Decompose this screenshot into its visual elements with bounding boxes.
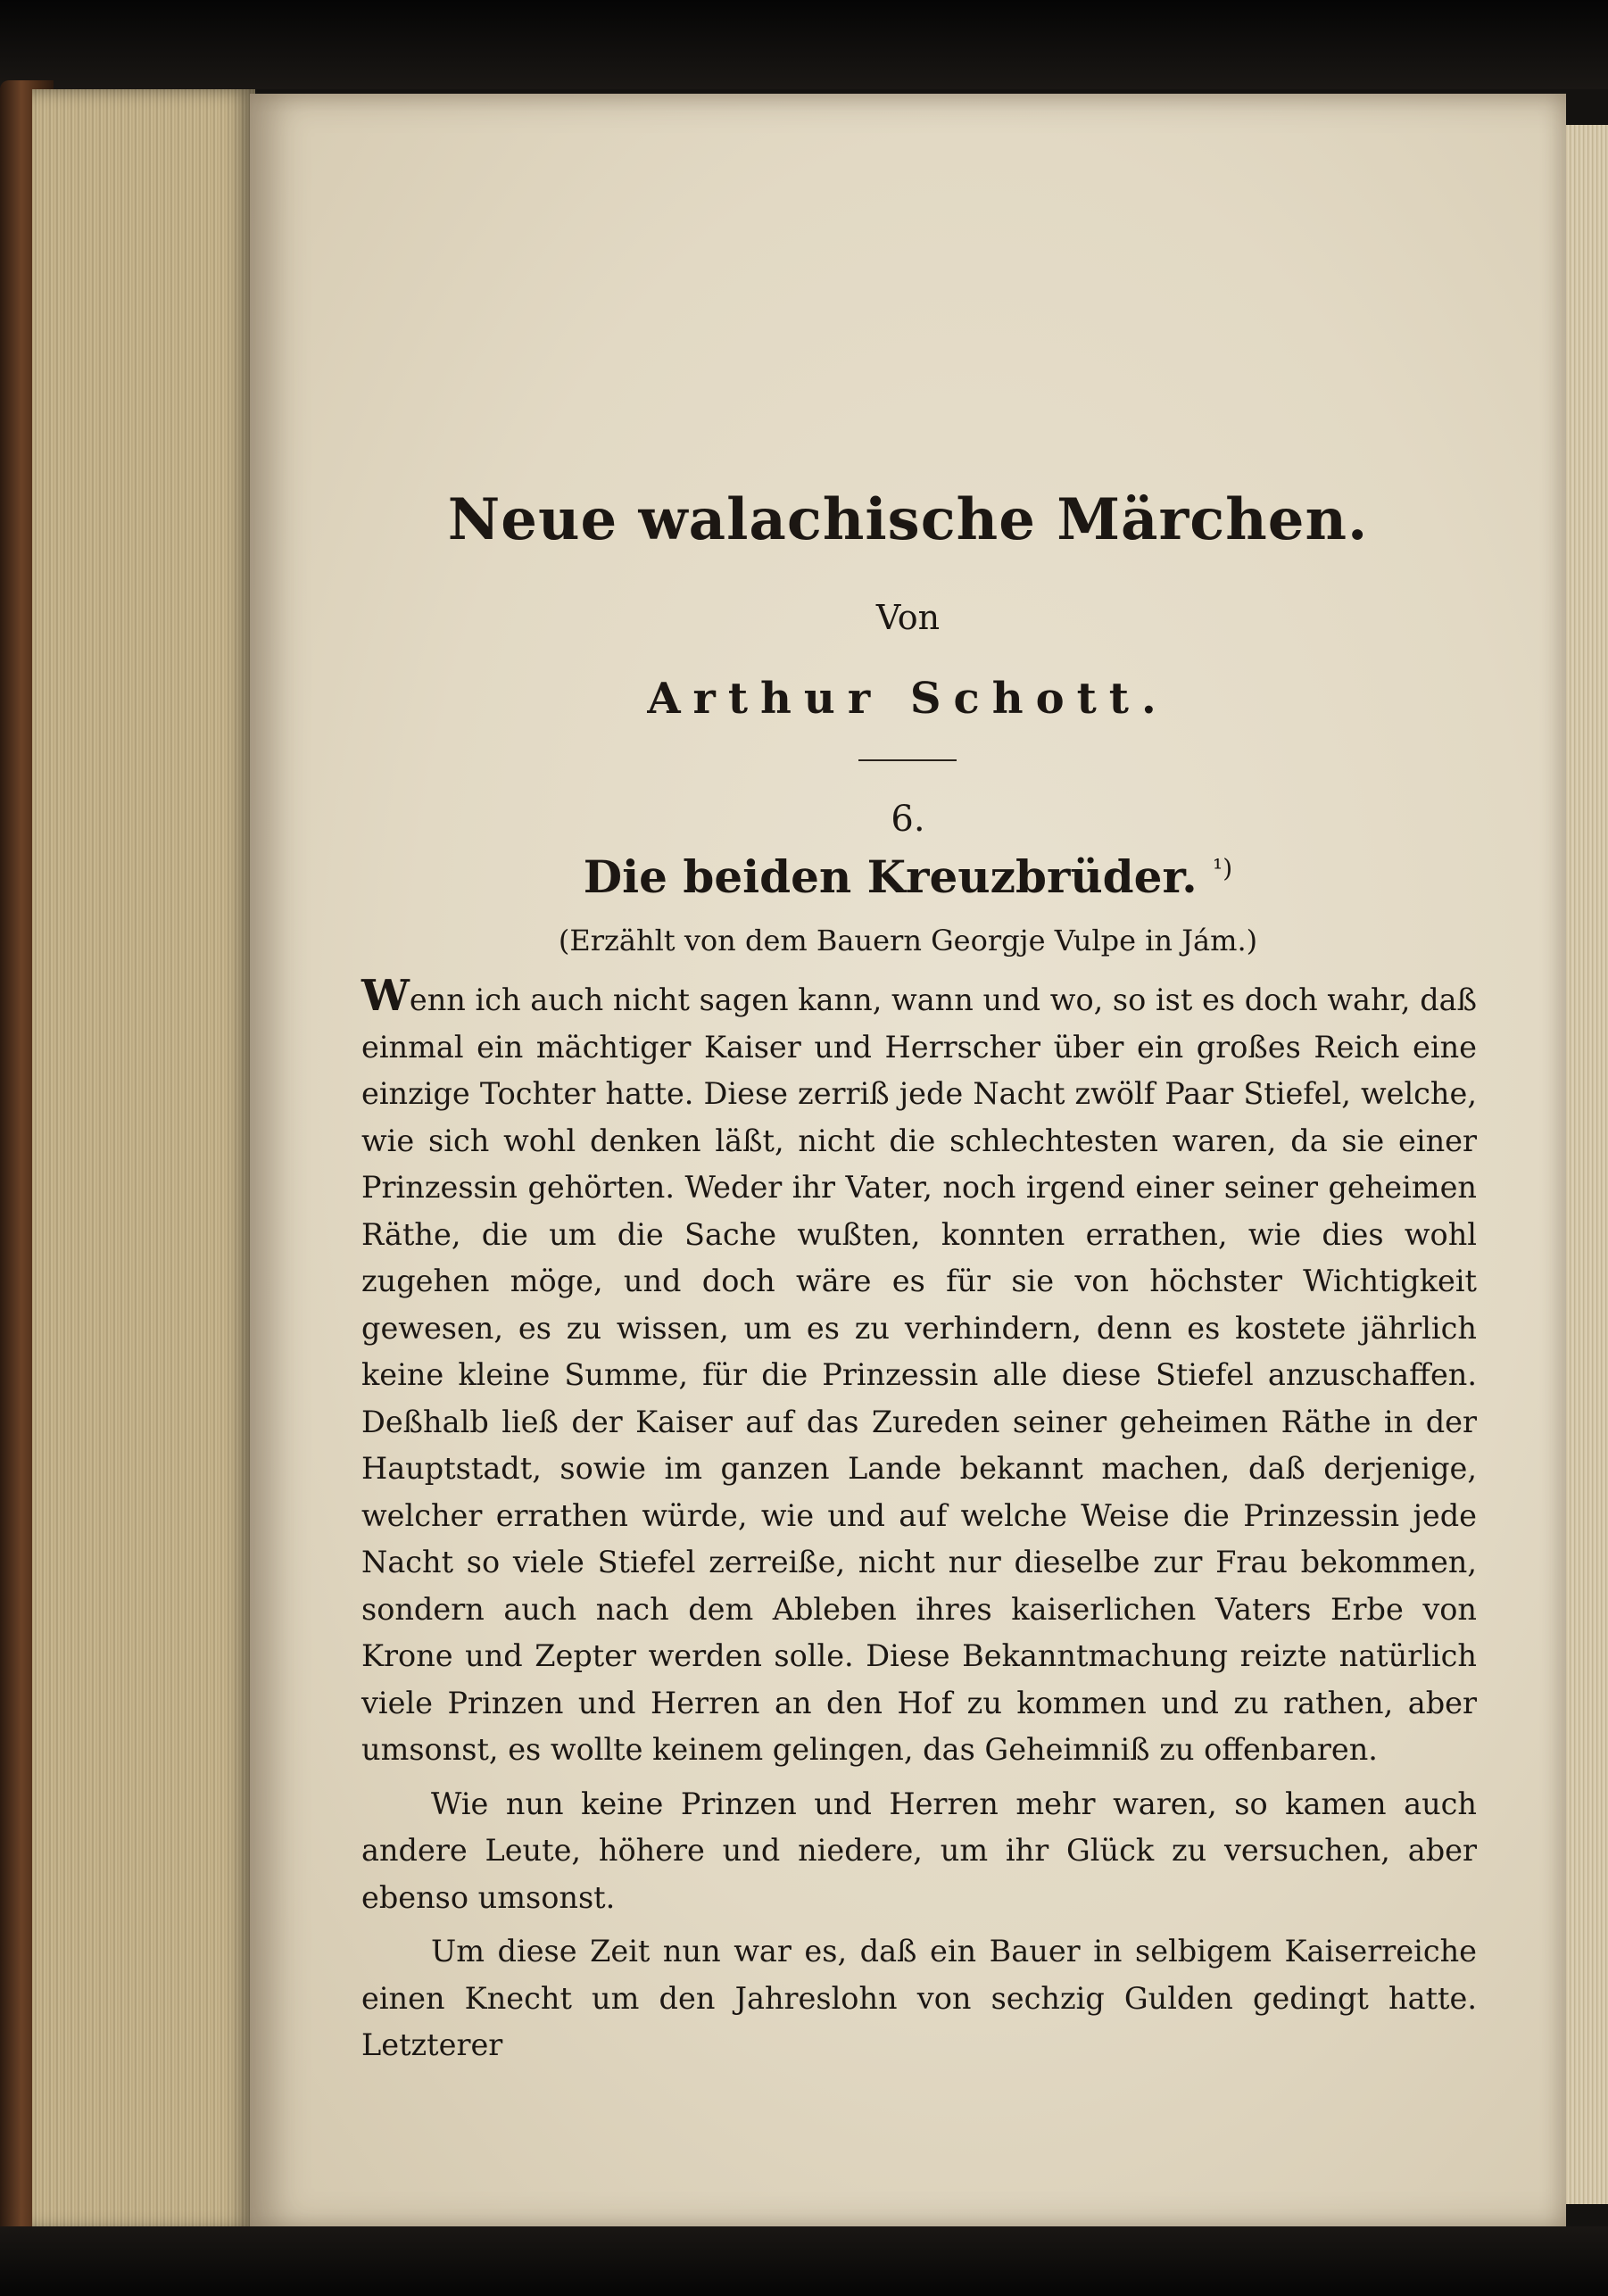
byline: Von [875, 598, 941, 637]
paragraph-3: Um diese Zeit nun war es, daß ein Bauer in selbigem Kaiserreiche einen Knecht um den Jahreslohn von sechzig Gulden gedingt hatte. Letzterer [361, 1934, 1477, 2062]
divider-rule [858, 759, 957, 761]
story-title [250, 850, 1566, 903]
author-name: Arthur Schott. [647, 674, 1169, 724]
page-text [250, 94, 1566, 2231]
drop-cap: W [361, 971, 410, 1021]
right-page-edge [1566, 125, 1608, 2204]
paragraph-1 [361, 973, 1477, 1774]
story-title-text: Die beiden Kreuzbrüder. [583, 850, 1198, 903]
background-top [0, 0, 1608, 89]
story-subtitle: (Erzählt von dem Bauern Georgje Vulpe in Jám.) [558, 924, 1258, 957]
page-stack-edge [32, 89, 255, 2231]
background-bottom [0, 2226, 1608, 2296]
paragraph-1-text: enn ich auch nicht sagen kann, wann und wo, so ist es doch wahr, daß einmal ein mächtiger Kaiser und Herrscher über ein großes Reich eine einzige Tochter hatte. Diese zerriß jede Nacht zwölf Paar Stiefel, welche, wie sich wohl denken läßt, nicht die schlechtesten waren, da sie einer Prinzessin gehörten. Weder ihr Vater, noch irgend einer seiner geheimen Räthe, die um die Sache wußten, konnten errathen, wie dies wohl zugehen möge, und doch wäre es für sie von höchster Wichtigkeit gewesen, es zu wissen, um es zu verhindern, denn es kostete jährlich keine kleine Summe, für die Prinzessin alle diese Stiefel anzuschaffen. Deßhalb ließ der Kaiser auf das Zureden seiner geheimen Räthe in der Hauptstadt, sowie im ganzen Lande bekannt machen, daß derjenige, welcher errathen würde, wie und auf welche Weise die Prinzessin jede Nacht so viele Stiefel zerreiße, nicht nur dieselbe zur Frau bekommen, sondern auch nach dem Ableben ihres kaiserlichen Vaters Erbe von Krone und Zepter werden solle. Diese Bekanntmachung reizte natürlich viele Prinzen und Herren an den Hof zu kommen und zu rathen, aber umsonst, es wollte keinem gelingen, das Geheimniß zu offenbaren. [361, 982, 1477, 1767]
story-number: 6. [891, 799, 925, 840]
story-body [361, 973, 1477, 2076]
page-title: Neue walachische Märchen. [447, 486, 1369, 553]
paragraph-2: Wie nun keine Prinzen und Herren mehr waren, so kamen auch andere Leute, höhere und niedere, um ihr Glück zu versuchen, aber ebenso umsonst. [361, 1786, 1477, 1915]
footnote-marker: ¹) [1213, 853, 1233, 883]
